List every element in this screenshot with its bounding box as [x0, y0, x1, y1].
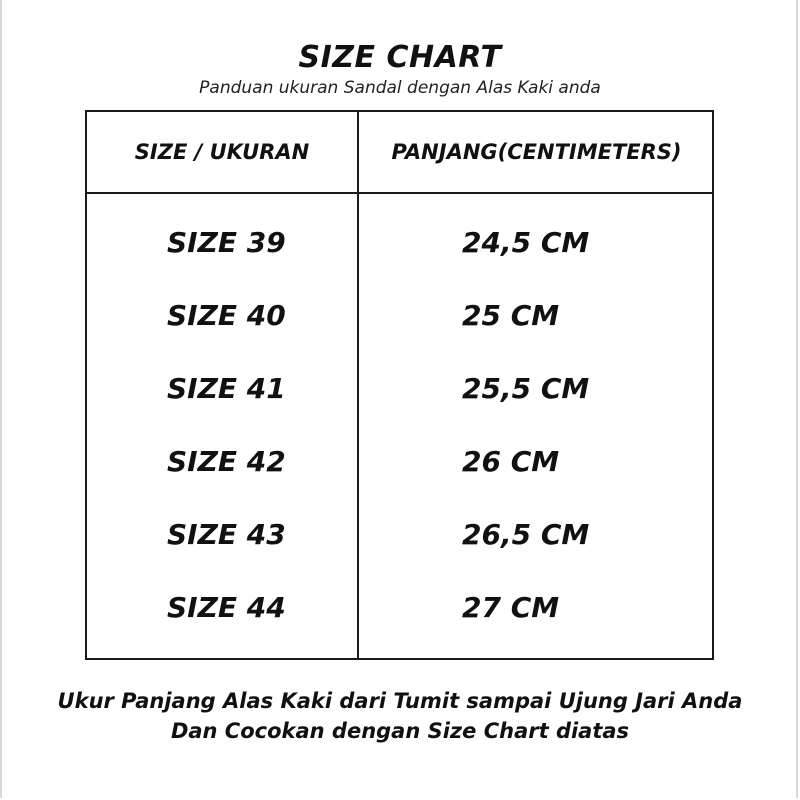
table-row — [87, 571, 712, 644]
table-body — [87, 206, 712, 644]
measuring-instructions — [0, 686, 800, 746]
length-cell: 24,5 CM — [462, 226, 590, 259]
size-cell: SIZE 40 — [167, 299, 286, 332]
table-row — [87, 498, 712, 571]
size-cell: SIZE 44 — [167, 591, 286, 624]
table-row — [87, 206, 712, 279]
instruction-line-2: Dan Cocokan dengan Size Chart diatas — [170, 719, 630, 743]
table-row — [87, 279, 712, 352]
size-chart-table — [85, 110, 714, 660]
length-cell: 26,5 CM — [462, 518, 590, 551]
length-cell: 27 CM — [462, 591, 560, 624]
size-cell: SIZE 42 — [167, 445, 286, 478]
instruction-line-1: Ukur Panjang Alas Kaki dari Tumit sampai Ujung Jari Anda — [57, 689, 743, 713]
size-cell: SIZE 39 — [167, 226, 286, 259]
page-subtitle: Panduan ukuran Sandal dengan Alas Kaki anda — [199, 78, 601, 98]
size-cell: SIZE 41 — [167, 372, 286, 405]
length-cell: 26 CM — [462, 445, 560, 478]
size-cell: SIZE 43 — [167, 518, 286, 551]
column-header-length: PANJANG(CENTIMETERS) — [391, 140, 682, 164]
table-row — [87, 352, 712, 425]
column-header-size: SIZE / UKURAN — [134, 140, 310, 164]
header-divider — [87, 192, 712, 194]
length-cell: 25,5 CM — [462, 372, 590, 405]
page-title: SIZE CHART — [298, 40, 502, 75]
table-row — [87, 425, 712, 498]
length-cell: 25 CM — [462, 299, 560, 332]
